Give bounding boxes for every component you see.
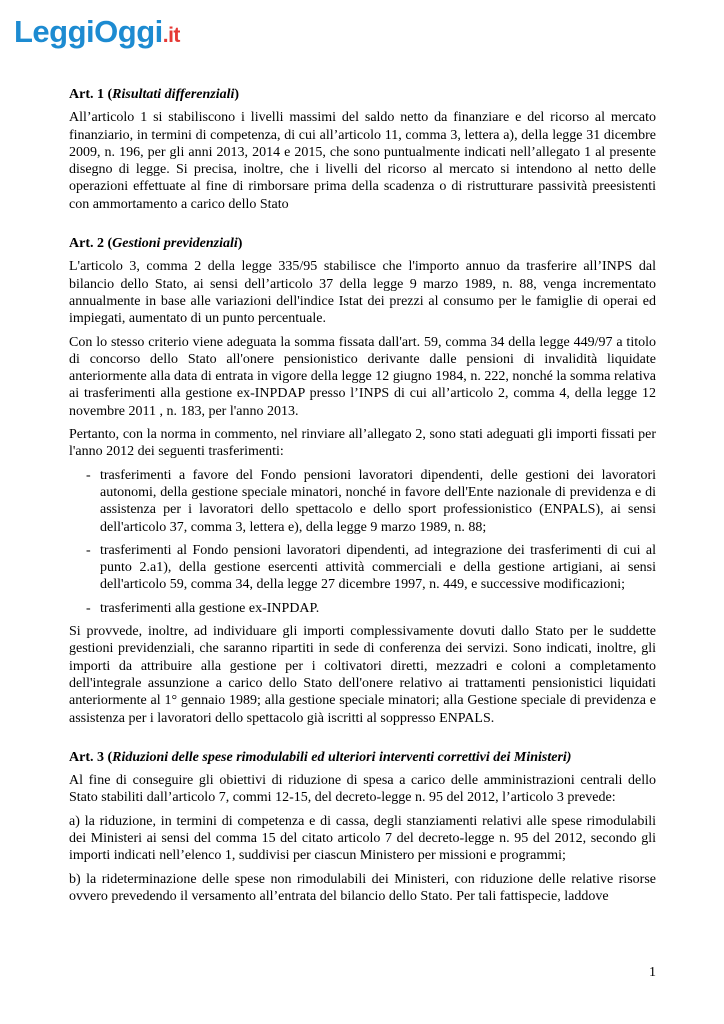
article-2-title-italic: Gestioni previdenziali (112, 236, 238, 252)
article-1-title-suffix: ) (234, 87, 240, 102)
page-number: 1 (649, 965, 656, 980)
article-2-title (69, 235, 656, 252)
list-item (69, 600, 656, 617)
logo-name: LeggiOggi (14, 14, 163, 49)
article-1-paragraph: All’articolo 1 si stabiliscono i livelli massimi del saldo netto da finanziare e del ricorso al mercato finanziario, in termini di competenza, di cui all’articolo 11, comma 3, lettera a), della legge 31 dicembre 2009, n. 196, per gli anni 2013, 2014 e 2015, che sono puntualmente indicati nell’allegato 1 al presente disegno di legge. Si precisa, inoltre, che i livelli del ricorso al mercato si intendono al netto delle operazioni effettuate al fine di rimborsare prima della scadenza o di ristrutturare passività preesistenti con ammortamento a carico dello Stato (69, 110, 656, 212)
logo-ext: .it (162, 24, 180, 47)
leggioggi-logo[interactable] (14, 16, 180, 47)
article-3-paragraph-2: a) la riduzione, in termini di competenza e di cassa, degli stanziamenti relativi alle spese rimodulabili dei Ministeri ai sensi del comma 15 del citato articolo 7 del decreto-legge n. 95 del 2012, secondo gli importi indicati nell’elenco 1, suddivisi per ciascun Ministero per missioni e programmi; (69, 813, 656, 864)
document-body (69, 86, 656, 927)
article-1-title-italic: Risultati differenziali (112, 87, 235, 102)
list-item (69, 467, 656, 536)
article-3-paragraph-3: b) la rideterminazione delle spese non rimodulabili dei Ministeri, con riduzione delle relative risorse ovvero prevedendo il versamento all’entrata del bilancio dello Stato. Per tali fattispecie, laddove (69, 871, 656, 904)
article-1-title (69, 86, 656, 103)
list-item-text: trasferimenti alla gestione ex-INPDAP. (100, 600, 320, 616)
dash-bullet: - (86, 542, 91, 558)
article-3-paragraph-1: Al fine di conseguire gli obiettivi di riduzione di spesa a carico delle amministrazioni centrali dello Stato stabiliti dall’articolo 7, commi 12-15, del decreto-legge n. 95 del 2012, l’articolo 3 prevede: (69, 773, 656, 806)
transfer-list (69, 467, 656, 617)
article-2-paragraph-3: Pertanto, con la norma in commento, nel rinviare all’allegato 2, sono stati adeguati gli importi fissati per l'anno 2012 dei seguenti trasferimenti: (69, 427, 656, 460)
list-item (69, 542, 656, 594)
article-2-paragraph-4: Si provvede, inoltre, ad individuare gli importi complessivamente dovuti dallo Stato per le suddette gestioni previdenziali, che saranno ripartiti in sede di conferenza dei servizi. Sono indicati, inoltre, gli importi da attribuire alla gestione per i coltivatori diretti, mezzadri e coloni a completamento dell'integrale assunzione a carico dello Stato dell'onere relativo ai trattamenti pensionistici liquidati anteriormente al 1° gennaio 1989; alla gestione speciale minatori; alla Gestione speciale di previdenza e assistenza per i lavoratori dello spettacolo già iscritti al soppresso ENPALS. (69, 624, 656, 726)
article-2-paragraph-2: Con lo stesso criterio viene adeguata la somma fissata dall'art. 59, comma 34 della legge 449/97 a titolo di concorso dello Stato all'onere pensionistico derivante dalle pensioni di invalidità liquidate anteriormente alla data di entrata in vigore della legge 12 giugno 1984, n. 222, nonché la somma relativa ai trasferimenti alla gestione ex-INPDAP presso l’INPS di cui all’articolo 2, comma 4, della legge 12 novembre 2011 , n. 183, per l'anno 2013. (69, 334, 656, 419)
article-3-title (69, 749, 656, 766)
article-3-title-italic: Riduzioni delle spese rimodulabili ed ulteriori interventi correttivi dei Ministeri) (112, 749, 572, 765)
article-3-title-prefix: Art. 3 ( (69, 749, 113, 765)
article-2-paragraph-1: L'articolo 3, comma 2 della legge 335/95 stabilisce che l'importo annuo da trasferire all’INPS dal bilancio dello Stato, ai sensi dell’articolo 37 della legge 9 marzo 1989, n. 88, venga incrementato annualmente in base alle variazioni dell'indice Istat dei prezzi al consumo per le famiglie di operai ed impiegati, aumentato di un punto percentuale. (69, 259, 656, 327)
list-item-text: trasferimenti a favore del Fondo pensioni lavoratori dipendenti, delle gestioni dei lavoratori autonomi, della gestione speciale minatori, nonché in favore dell'Ente nazionale di previdenza e di assistenza per i lavoratori dello spettacolo e dello sport professionistico (ENPALS), ai sensi dell'articolo 37, comma 3, lettera e), della legge 9 marzo 1989, n. 88; (100, 467, 656, 535)
article-1-title-prefix: Art. 1 ( (69, 87, 113, 102)
article-2 (69, 235, 656, 727)
dash-bullet: - (86, 600, 91, 616)
article-1 (69, 86, 656, 213)
list-item-text: trasferimenti al Fondo pensioni lavoratori dipendenti, ad integrazione dei trasferimenti di cui al punto 2.a1), della gestione esercenti attività commerciali e della gestione artigiani, ai sensi dell'articolo 59, comma 34, della legge 27 dicembre 1997, n. 449, e successive modificazioni; (100, 542, 656, 593)
dash-bullet: - (86, 467, 91, 483)
article-3 (69, 749, 656, 905)
article-2-title-suffix: ) (237, 236, 243, 252)
article-2-title-prefix: Art. 2 ( (69, 236, 113, 252)
